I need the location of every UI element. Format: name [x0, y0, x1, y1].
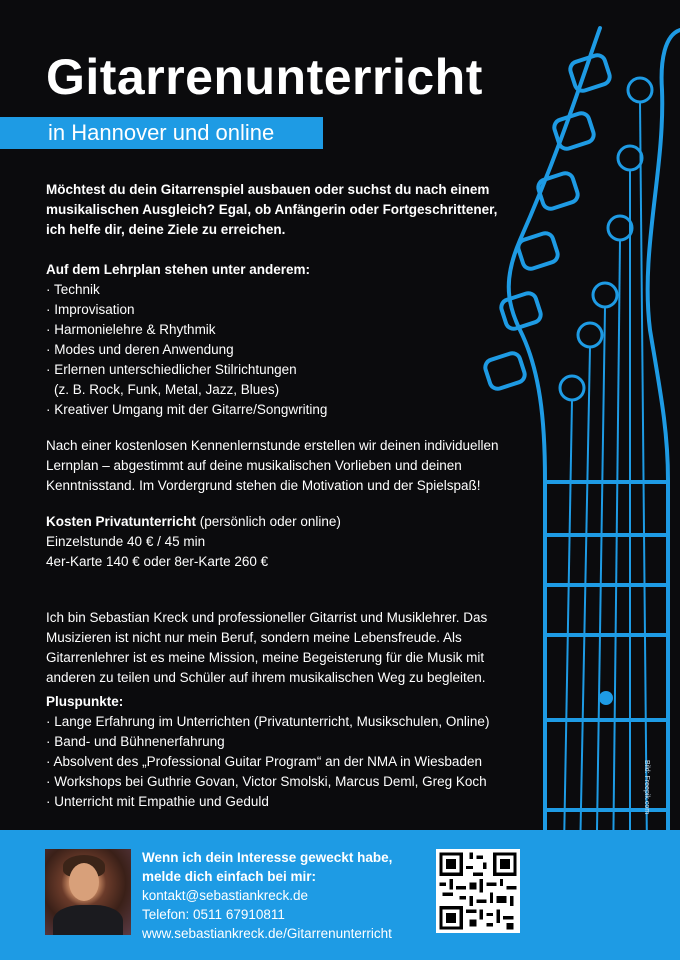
kosten-heading-row [46, 512, 516, 532]
kosten-line-1: Einzelstunde 40 € / 45 min [46, 534, 206, 549]
list-item: · Kreativer Umgang mit der Gitarre/Songwriting [46, 400, 516, 420]
lehrplan-heading: Auf dem Lehrplan stehen unter anderem: [46, 262, 311, 277]
contact-info [142, 848, 392, 943]
contact-cta-line-2: melde dich einfach bei mir: [142, 869, 317, 884]
contact-cta-line-1: Wenn ich dein Interesse geweckt habe, [142, 850, 393, 865]
lehrplan-list [46, 280, 516, 380]
list-item: · Technik [46, 280, 516, 300]
contact-email[interactable]: kontakt@sebastiankreck.de [142, 888, 309, 903]
styles-note: (z. B. Rock, Funk, Metal, Jazz, Blues) [54, 382, 280, 397]
contact-phone[interactable]: Telefon: 0511 67910811 [142, 907, 285, 922]
about-text: Ich bin Sebastian Kreck und professioneller Gitarrist und Musiklehrer. Das Musizieren ist nicht nur mein Beruf, sondern meine Lebensfreude. Als Gitarrenlehrer ist es meine Mission, meine Begeisterung für die Musik mit anderen zu teilen und Schüler auf ihrem musikalischen Weg zu begleiten. [46, 610, 488, 685]
list-item: · Absolvent des „Professional Guitar Program“ an der NMA in Wiesbaden [46, 752, 516, 772]
page-title: Gitarrenunterricht [46, 49, 483, 105]
list-item: · Workshops bei Guthrie Govan, Victor Smolski, Marcus Deml, Greg Koch [46, 772, 516, 792]
lehrplan-list-2 [46, 400, 516, 420]
list-item: · Harmonielehre & Rhythmik [46, 320, 516, 340]
list-item: · Unterricht mit Empathie und Geduld [46, 792, 516, 812]
plan-text: Nach einer kostenlosen Kennenlernstunde erstellen wir deinen individuellen Lernplan – abgestimmt auf deine musikalischen Vorlieben und deinen Kenntnisstand. Im Vordergrund stehen die Motivation und der Spielspaß! [46, 438, 499, 493]
list-item: · Band- und Bühnenerfahrung [46, 732, 516, 752]
intro-text: Möchtest du dein Gitarrenspiel ausbauen oder suchst du nach einem musikalischen Ausgleich? Egal, ob Anfängerin oder Fortgeschrittener, ich helfe dir, deine Ziele zu erreichen. [46, 182, 498, 237]
kosten-heading: Kosten Privatunterricht [46, 514, 197, 529]
image-credit: Bild: Freepik.com [643, 760, 650, 815]
list-item: · Lange Erfahrung im Unterrichten (Privatunterricht, Musikschulen, Online) [46, 712, 516, 732]
kosten-line-2: 4er-Karte 140 € oder 8er-Karte 260 € [46, 554, 269, 569]
pluspunkte-heading: Pluspunkte: [46, 694, 124, 709]
main-content [46, 180, 516, 812]
kosten-heading-note: (persönlich oder online) [199, 514, 341, 529]
contact-website[interactable]: www.sebastiankreck.de/Gitarrenunterricht [142, 926, 392, 941]
list-item: · Modes und deren Anwendung [46, 340, 516, 360]
list-item: · Improvisation [46, 300, 516, 320]
teacher-photo [45, 849, 131, 935]
pluspunkte-list [46, 712, 516, 812]
list-item: · Erlernen unterschiedlicher Stilrichtungen [46, 360, 516, 380]
qr-code[interactable] [436, 849, 520, 933]
page-subtitle: in Hannover und online [48, 120, 275, 145]
